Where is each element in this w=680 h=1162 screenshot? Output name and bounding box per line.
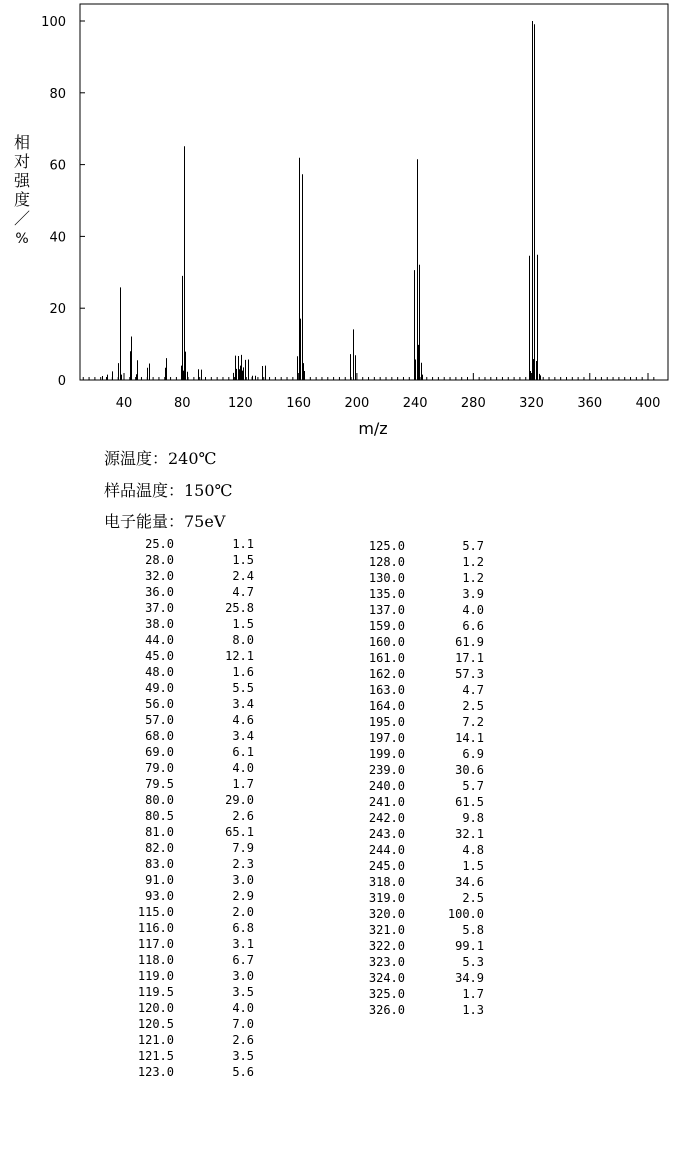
table-row: [0, 778, 680, 794]
mz-value: 324.0: [368, 971, 405, 985]
mz-value: 197.0: [368, 731, 405, 745]
source-temperature: 源温度：240℃: [104, 449, 217, 468]
mz-value: 32.0: [145, 569, 174, 583]
mz-value: 326.0: [368, 1003, 405, 1017]
mz-value: 199.0: [368, 747, 405, 761]
mz-value: 161.0: [368, 651, 405, 665]
intensity-value: 29.0: [225, 793, 254, 807]
peak-table-right: [0, 538, 680, 1018]
intensity-value: 6.7: [232, 953, 254, 967]
mz-value: 56.0: [145, 697, 174, 711]
intensity-value: 4.0: [232, 1001, 254, 1015]
intensity-value: 4.6: [232, 713, 254, 727]
x-axis: [116, 373, 661, 411]
x-tick-label: 320: [519, 396, 544, 411]
mz-value: 119.0: [137, 969, 174, 983]
intensity-value: 5.7: [462, 779, 484, 793]
y-tick-label: 100: [41, 15, 66, 30]
mz-value: 49.0: [145, 681, 174, 695]
mz-value: 125.0: [368, 539, 405, 553]
table-row: [0, 874, 680, 890]
mz-value: 69.0: [145, 745, 174, 759]
table-row: [0, 746, 680, 762]
mz-value: 83.0: [145, 857, 174, 871]
intensity-value: 4.8: [462, 843, 484, 857]
intensity-value: 4.0: [462, 603, 484, 617]
mz-value: 323.0: [368, 955, 405, 969]
intensity-value: 99.1: [455, 939, 484, 953]
intensity-value: 8.0: [232, 633, 254, 647]
intensity-value: 1.5: [232, 553, 254, 567]
table-row: [0, 666, 680, 682]
intensity-value: 2.9: [232, 889, 254, 903]
y-tick-label: 60: [49, 158, 66, 174]
intensity-value: 3.9: [462, 587, 484, 601]
mz-value: 137.0: [368, 603, 405, 617]
mz-value: 93.0: [145, 889, 174, 903]
intensity-value: 2.4: [232, 569, 254, 583]
mz-value: 79.0: [145, 761, 174, 775]
table-row: [0, 1032, 680, 1048]
intensity-value: 2.5: [462, 699, 484, 713]
intensity-value: 2.5: [462, 891, 484, 905]
mz-value: 121.0: [137, 1033, 174, 1047]
x-tick-label: 200: [344, 396, 370, 411]
intensity-value: 30.6: [455, 763, 484, 777]
intensity-value: 5.6: [232, 1065, 254, 1079]
table-row: [0, 538, 680, 554]
intensity-value: 12.1: [225, 649, 254, 663]
mz-value: 79.5: [145, 777, 174, 791]
table-row: [0, 682, 680, 698]
table-row: [0, 842, 680, 858]
table-row: [0, 730, 680, 746]
mz-value: 242.0: [368, 811, 405, 825]
mz-value: 44.0: [145, 633, 174, 647]
mz-value: 245.0: [368, 859, 405, 873]
mz-value: 320.0: [368, 907, 405, 921]
plot-frame: [80, 4, 668, 380]
mz-value: 164.0: [368, 699, 405, 713]
intensity-value: 1.6: [232, 665, 254, 679]
intensity-value: 3.4: [232, 697, 254, 711]
x-tick-label: 240: [402, 396, 428, 411]
x-tick-label: 360: [577, 396, 603, 411]
mz-value: 128.0: [368, 555, 405, 569]
spectrum-peaks: [103, 21, 541, 380]
y-axis: [41, 15, 85, 389]
mz-value: 319.0: [368, 891, 405, 905]
table-row: [0, 938, 680, 954]
intensity-value: 2.3: [232, 857, 254, 871]
mz-value: 321.0: [368, 923, 405, 937]
mz-value: 48.0: [145, 665, 174, 679]
intensity-value: 1.7: [462, 987, 484, 1001]
table-row: [0, 714, 680, 730]
mz-value: 318.0: [368, 875, 405, 889]
table-row: [0, 826, 680, 842]
table-row: [0, 554, 680, 570]
intensity-value: 3.1: [232, 937, 254, 951]
intensity-value: 25.8: [225, 601, 254, 615]
intensity-value: 4.7: [462, 683, 484, 697]
y-tick-label: 80: [49, 86, 66, 102]
intensity-value: 3.0: [232, 873, 254, 887]
y-axis-label: 相对强度／%: [13, 133, 31, 247]
mz-value: 195.0: [368, 715, 405, 729]
table-row: [0, 890, 680, 906]
intensity-value: 7.9: [232, 841, 254, 855]
table-row: [0, 794, 680, 810]
table-row: [0, 698, 680, 714]
intensity-value: 1.5: [462, 859, 484, 873]
mz-value: 135.0: [368, 587, 405, 601]
mz-value: 118.0: [137, 953, 174, 967]
x-tick-label: 120: [228, 396, 253, 411]
mz-value: 123.0: [137, 1065, 174, 1079]
table-row: [0, 954, 680, 970]
intensity-value: 17.1: [455, 651, 484, 665]
x-tick-label: 40: [115, 396, 133, 411]
mz-value: 120.0: [137, 1001, 174, 1015]
intensity-value: 5.5: [232, 681, 254, 695]
intensity-value: 34.6: [455, 875, 484, 889]
intensity-value: 6.1: [232, 745, 254, 759]
intensity-value: 5.8: [462, 923, 484, 937]
mz-value: 325.0: [368, 987, 405, 1001]
mz-value: 240.0: [368, 779, 405, 793]
intensity-value: 4.7: [232, 585, 254, 599]
y-tick-label: 0: [57, 374, 66, 389]
intensity-value: 9.8: [462, 811, 484, 825]
x-tick-label: 80: [173, 396, 191, 411]
x-tick-label: 160: [286, 396, 312, 411]
table-row: [0, 810, 680, 826]
intensity-value: 3.5: [232, 985, 254, 999]
table-row: [0, 1002, 680, 1018]
sample-temperature: 样品温度：150℃: [104, 481, 233, 500]
mz-value: 82.0: [145, 841, 174, 855]
x-axis-label: m/z: [358, 419, 388, 438]
intensity-value: 1.2: [462, 555, 484, 569]
mz-value: 28.0: [145, 553, 174, 567]
mz-value: 57.0: [145, 713, 174, 727]
mass-spectrum-chart: [0, 0, 680, 440]
intensity-value: 65.1: [225, 825, 254, 839]
mz-value: 36.0: [145, 585, 174, 599]
mz-value: 244.0: [368, 843, 405, 857]
mz-value: 25.0: [145, 537, 174, 551]
mz-value: 130.0: [368, 571, 405, 585]
intensity-value: 6.8: [232, 921, 254, 935]
x-tick-label: 280: [460, 396, 486, 411]
y-tick-label: 20: [49, 302, 66, 318]
mz-value: 239.0: [368, 763, 405, 777]
intensity-value: 6.6: [462, 619, 484, 633]
intensity-value: 2.6: [232, 1033, 254, 1047]
mz-value: 243.0: [368, 827, 405, 841]
mz-value: 241.0: [368, 795, 405, 809]
mz-value: 91.0: [145, 873, 174, 887]
mz-value: 80.5: [145, 809, 174, 823]
mz-value: 163.0: [368, 683, 405, 697]
mz-value: 45.0: [145, 649, 174, 663]
intensity-value: 61.5: [455, 795, 484, 809]
intensity-value: 7.2: [462, 715, 484, 729]
intensity-value: 1.2: [462, 571, 484, 585]
intensity-value: 5.7: [462, 539, 484, 553]
mz-value: 80.0: [145, 793, 174, 807]
mz-value: 68.0: [145, 729, 174, 743]
intensity-value: 1.3: [462, 1003, 484, 1017]
table-row: [0, 602, 680, 618]
table-row: [0, 1016, 680, 1032]
intensity-value: 3.0: [232, 969, 254, 983]
table-row: [0, 634, 680, 650]
table-row: [0, 1048, 680, 1064]
table-row: [0, 762, 680, 778]
mz-value: 37.0: [145, 601, 174, 615]
mz-value: 322.0: [368, 939, 405, 953]
intensity-value: 2.6: [232, 809, 254, 823]
mz-value: 116.0: [137, 921, 174, 935]
intensity-value: 3.5: [232, 1049, 254, 1063]
intensity-value: 32.1: [455, 827, 484, 841]
intensity-value: 6.9: [462, 747, 484, 761]
table-row: [0, 1064, 680, 1080]
intensity-value: 4.0: [232, 761, 254, 775]
mz-value: 119.5: [137, 985, 174, 999]
mz-value: 160.0: [368, 635, 405, 649]
intensity-value: 57.3: [455, 667, 484, 681]
table-row: [0, 650, 680, 666]
intensity-value: 1.5: [232, 617, 254, 631]
intensity-value: 7.0: [232, 1017, 254, 1031]
mz-value: 38.0: [145, 617, 174, 631]
mz-value: 115.0: [137, 905, 174, 919]
mz-value: 162.0: [368, 667, 405, 681]
mz-value: 117.0: [137, 937, 174, 951]
mz-value: 121.5: [137, 1049, 174, 1063]
table-row: [0, 970, 680, 986]
table-row: [0, 618, 680, 634]
mz-value: 159.0: [368, 619, 405, 633]
mz-value: 120.5: [137, 1017, 174, 1031]
intensity-value: 3.4: [232, 729, 254, 743]
intensity-value: 100.0: [447, 907, 484, 921]
table-row: [0, 858, 680, 874]
intensity-value: 2.0: [232, 905, 254, 919]
table-row: [0, 922, 680, 938]
x-tick-label: 400: [635, 396, 661, 411]
intensity-value: 5.3: [462, 955, 484, 969]
y-tick-label: 40: [49, 230, 66, 246]
intensity-value: 14.1: [455, 731, 484, 745]
table-row: [0, 906, 680, 922]
table-row: [0, 986, 680, 1002]
intensity-value: 34.9: [455, 971, 484, 985]
table-row: [0, 586, 680, 602]
intensity-value: 1.7: [232, 777, 254, 791]
electron-energy: 电子能量：75eV: [104, 512, 226, 531]
mz-value: 81.0: [145, 825, 174, 839]
table-row: [0, 570, 680, 586]
intensity-value: 1.1: [232, 537, 254, 551]
intensity-value: 61.9: [455, 635, 484, 649]
